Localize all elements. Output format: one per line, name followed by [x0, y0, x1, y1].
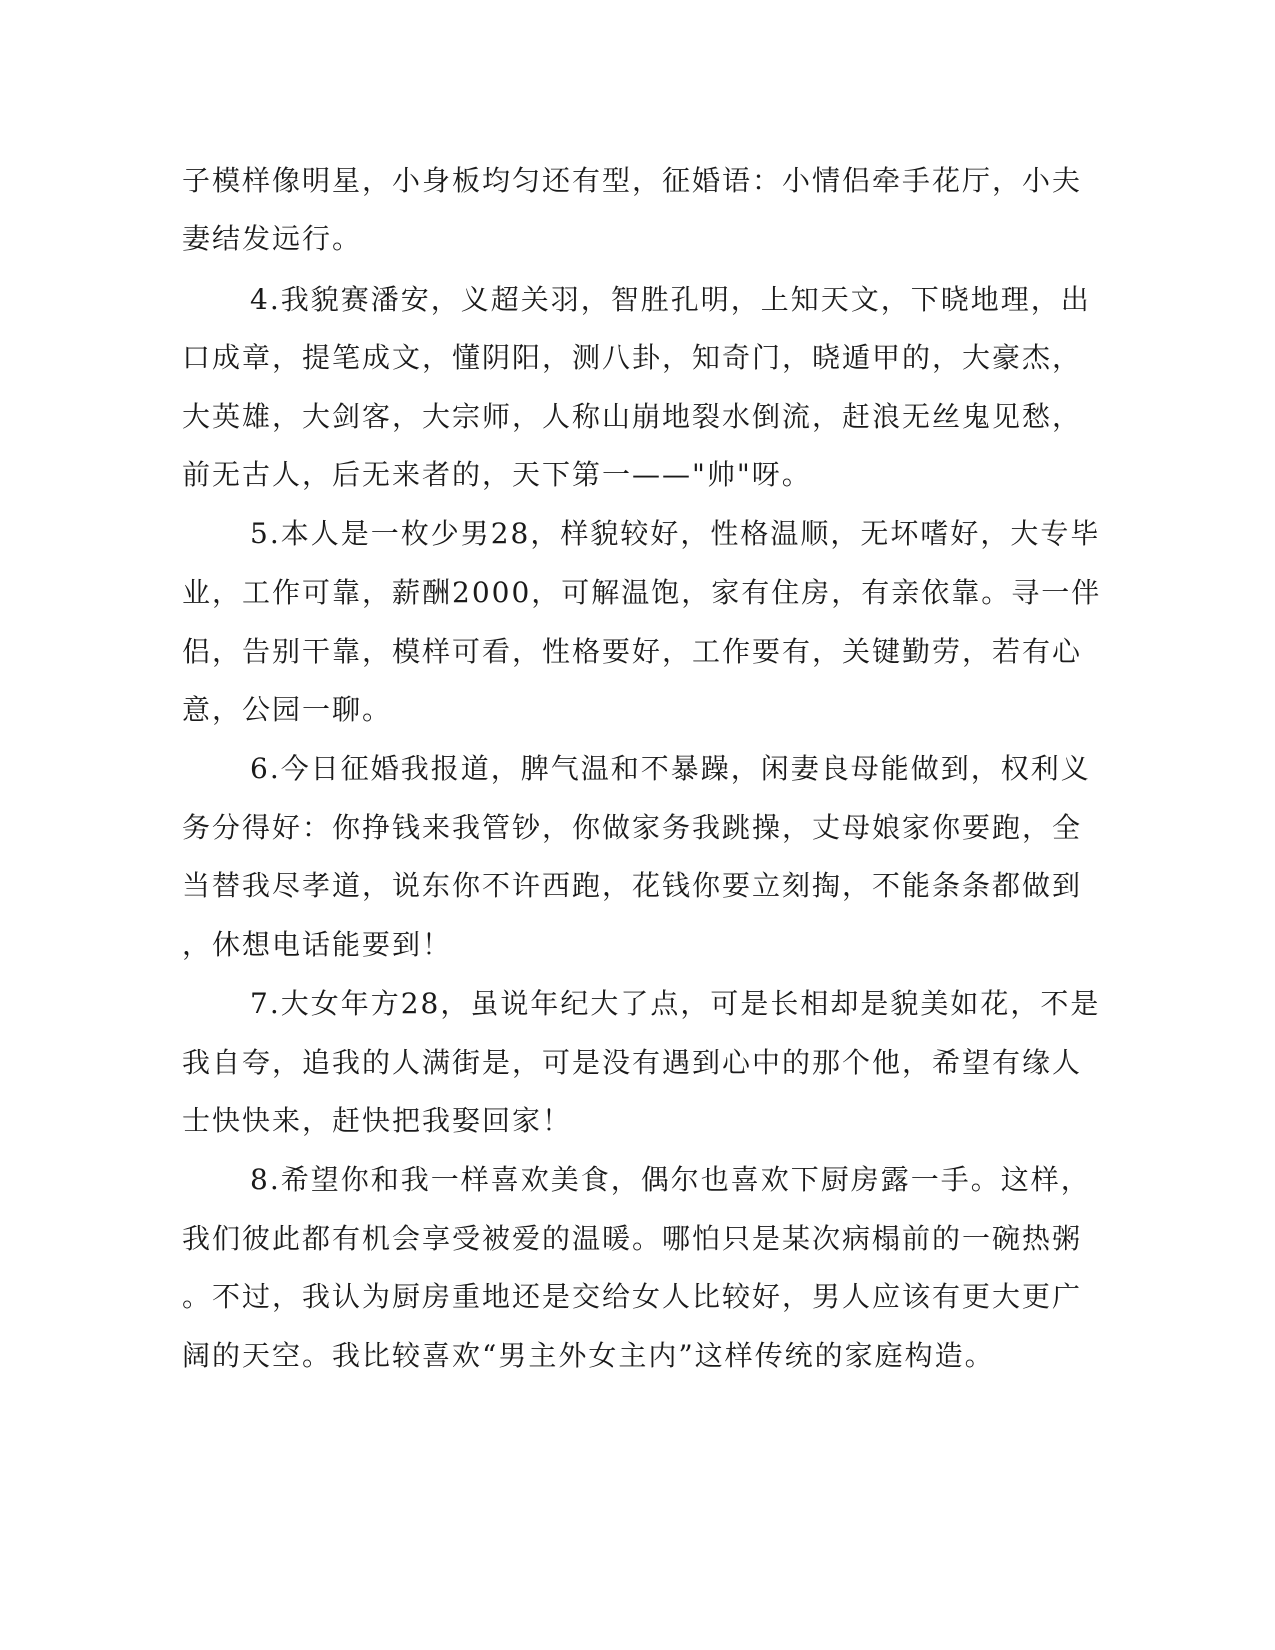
- text-line: 侣，告别干靠，模样可看，性格要好，工作要有，关键勤劳，若有心: [182, 635, 1083, 668]
- text-line: 我自夸，追我的人满街是，可是没有遇到心中的那个他，希望有缘人: [182, 1046, 1083, 1079]
- text-line: 前无古人，后无来者的，天下第一——"帅"呀。: [182, 458, 812, 491]
- text-line: 当替我尽孝道，说东你不许西跑，花钱你要立刻掏，不能条条都做到: [182, 869, 1083, 902]
- text-line: 。不过，我认为厨房重地还是交给女人比较好，男人应该有更大更广: [182, 1280, 1083, 1313]
- text-line: 务分得好：你挣钱来我管钞，你做家务我跳操，丈母娘家你要跑，全: [182, 811, 1083, 844]
- text-line: 8.希望你和我一样喜欢美食，偶尔也喜欢下厨房露一手。这样，: [250, 1163, 1091, 1196]
- text-line: 6.今日征婚我报道，脾气温和不暴躁，闲妻良母能做到，权利义: [250, 752, 1091, 785]
- text-line: 4.我貌赛潘安，义超关羽，智胜孔明，上知天文，下晓地理，出: [250, 283, 1091, 316]
- text-line: 大英雄，大剑客，大宗师，人称山崩地裂水倒流，赶浪无丝鬼见愁，: [182, 400, 1083, 433]
- text-line: ，休想电话能要到！: [182, 928, 453, 961]
- text-line: 意，公园一聊。: [182, 693, 393, 726]
- text-line: 阔的天空。我比较喜欢“男主外女主内”这样传统的家庭构造。: [182, 1339, 995, 1372]
- text-line: 我们彼此都有机会享受被爱的温暖。哪怕只是某次病榻前的一碗热粥: [182, 1222, 1083, 1255]
- text-line: 业，工作可靠，薪酬2000，可解温饱，家有住房，有亲依靠。寻一伴: [182, 576, 1102, 609]
- text-line: 7.大女年方28，虽说年纪大了点，可是长相却是貌美如花，不是: [250, 987, 1101, 1020]
- text-line: 口成章，提笔成文，懂阴阳，测八卦，知奇门，晓遁甲的，大豪杰，: [182, 341, 1083, 374]
- text-line: 士快快来，赶快把我娶回家！: [182, 1104, 573, 1137]
- text-line: 妻结发远行。: [182, 222, 363, 255]
- text-line: 5.本人是一枚少男28，样貌较好，性格温顺，无坏嗜好，大专毕: [250, 517, 1101, 550]
- text-line: 子模样像明星，小身板均匀还有型，征婚语：小情侣牵手花厅，小夫: [182, 164, 1083, 197]
